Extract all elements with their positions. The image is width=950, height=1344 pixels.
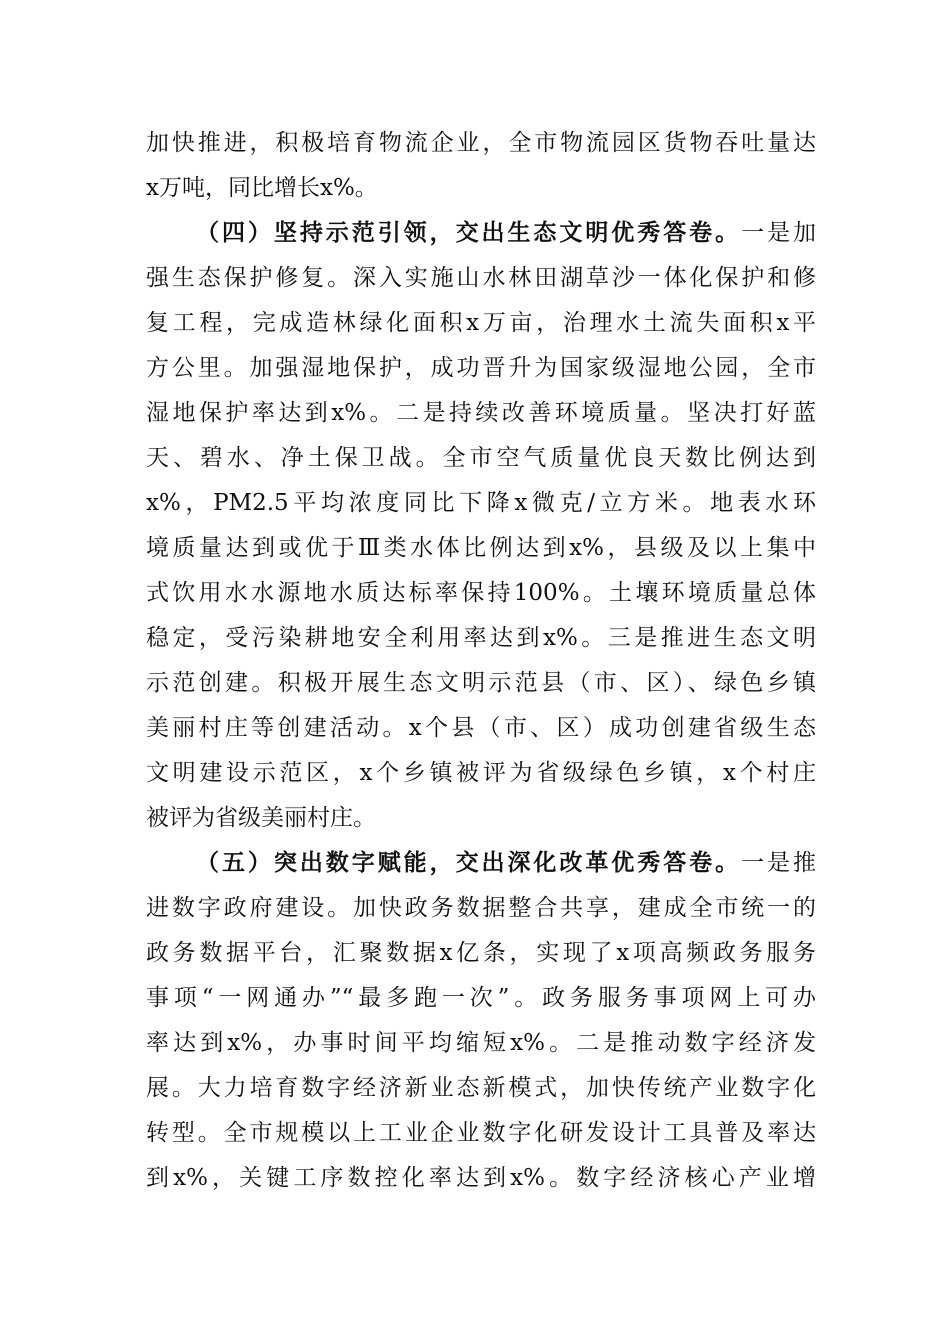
- paragraph-line: 强生态保护修复。深入实施山水林田湖草沙一体化保护和修: [146, 265, 816, 291]
- paragraph-line: 到x%，关键工序数控化率达到x%。数字经济核心产业增: [146, 1165, 816, 1191]
- section-five-heading: （五）突出数字赋能，交出深化改革优秀答卷。: [196, 849, 742, 876]
- paragraph-line: 事项“一网通办”“最多跑一次”。政务服务事项网上可办: [146, 985, 816, 1011]
- paragraph-line: 转型。全市规模以上工业企业数字化研发设计工具普及率达: [146, 1120, 816, 1146]
- paragraph-line: 式饮用水水源地水质达标率保持100%。土壤环境质量总体: [146, 580, 816, 606]
- paragraph-line: 进数字政府建设。加快政务数据整合共享，建成全市统一的: [146, 895, 816, 921]
- paragraph-line: 展。大力培育数字经济新业态新模式，加快传统产业数字化: [146, 1075, 816, 1101]
- paragraph-line: 境质量达到或优于Ⅲ类水体比例达到x%，县级及以上集中: [146, 535, 816, 561]
- paragraph-line: 加快推进，积极培育物流企业，全市物流园区货物吞吐量达: [146, 130, 816, 156]
- paragraph-line: 文明建设示范区，x个乡镇被评为省级绿色乡镇，x个村庄: [146, 760, 816, 786]
- paragraph-line: 方公里。加强湿地保护，成功晋升为国家级湿地公园，全市: [146, 355, 816, 381]
- paragraph-line: 率达到x%，办事时间平均缩短x%。二是推动数字经济发: [146, 1030, 816, 1056]
- paragraph-line: 美丽村庄等创建活动。x个县（市、区）成功创建省级生态: [146, 715, 816, 741]
- section-four-heading: （四）坚持示范引领，交出生态文明优秀答卷。: [196, 219, 742, 246]
- paragraph-line: x%，PM2.5平均浓度同比下降x微克/立方米。地表水环: [146, 490, 816, 516]
- paragraph-line: 湿地保护率达到x%。二是持续改善环境质量。坚决打好蓝: [146, 400, 816, 426]
- section-four-heading-line: [196, 213, 816, 253]
- paragraph-text: 一是推: [741, 850, 817, 876]
- paragraph-line: 稳定，受污染耕地安全利用率达到x%。三是推进生态文明: [146, 625, 816, 651]
- paragraph-line: 天、碧水、净土保卫战。全市空气质量优良天数比例达到: [146, 445, 816, 471]
- section-five-heading-line: [196, 843, 816, 883]
- paragraph-line: x万吨，同比增长x%。: [146, 175, 378, 201]
- paragraph-line: 政务数据平台，汇聚数据x亿条，实现了x项高频政务服务: [146, 940, 816, 966]
- paragraph-line: 复工程，完成造林绿化面积x万亩，治理水土流失面积x平: [146, 310, 816, 336]
- paragraph-text: 一是加: [741, 220, 817, 246]
- paragraph-line: 被评为省级美丽村庄。: [146, 805, 376, 831]
- paragraph-line: 示范创建。积极开展生态文明示范县（市、区）、绿色乡镇: [146, 670, 816, 696]
